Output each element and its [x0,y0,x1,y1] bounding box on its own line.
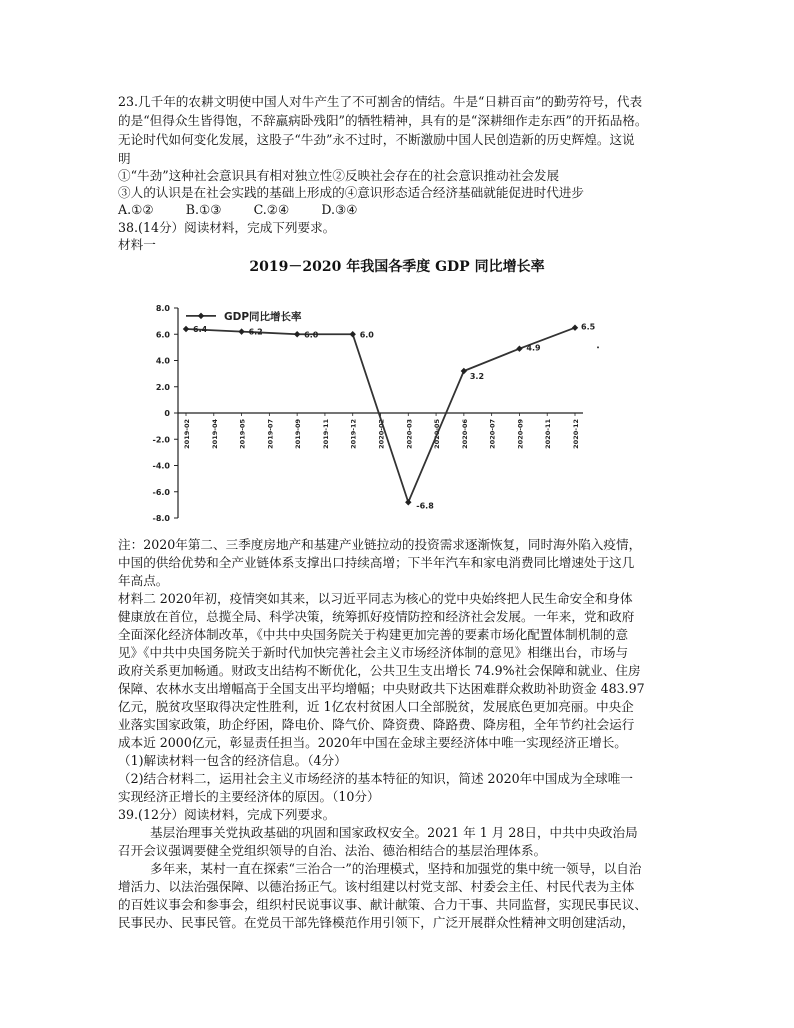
data-point [294,331,300,337]
gdp-line-chart [0,272,794,532]
material2-line-3: 全面深化经济体制改革，《中共中央国务院关于构建更加完善的要素市场化配置体制机制的意 [118,627,629,642]
y-tick-label: -2.0 [152,435,170,445]
x-tick-label: 2019-09 [294,419,303,449]
x-tick-label: 2020-09 [516,419,525,449]
material2-line-9: 成本近 2000亿元，彰显责任担当。2020年中国在金球主要经济体中唯一实现经济正增长。 [118,735,627,750]
q23-option-line-2: ③人的认识是在社会实践的基础上形成的④意识形态适合经济基础就能促进时代进步 [118,185,584,200]
data-label: 6.2 [248,327,263,337]
q39-line-2: 召开会议强调要健全党组织领导的自治、法治、德治相结合的基层治理体系。 [118,843,547,858]
q23-choices: A.①② B.①③ C.②④ D.③④ [118,202,358,217]
x-tick-label: 2019-12 [349,419,358,449]
q38-question-1: （1)解读材料一包含的经济信息。（4分） [118,753,347,768]
y-tick-label: -8.0 [152,514,170,523]
q23-line-2: 的是“但得众生皆得饱，不辞羸病卧残阳”的牺牲精神，具有的是“深耕细作走东西”的开拓品格。 [118,113,648,128]
q38-question-2-cont: 实现经济正增长的主要经济体的原因。（10分） [118,789,380,804]
material2-line-5: 政府关系更加畅通。财政支出结构不断优化，公共卫生支出增长 74.9%社会保障和就业、住房 [118,663,641,678]
data-point [516,345,522,351]
q39-line-6: 民事民办、民事民管。在党员干部先锋模范作用引领下，广泛开展群众性精神文明创建活动， [118,915,635,930]
material2-line-4: 见》《中共中央国务院关于新时代加快完善社会主义市场经济体制的意见》相继出台，市场与 [118,645,629,660]
data-point [405,499,411,505]
material2-line-2: 健康放在首位，总揽全局、科学决策，统筹抓好疫情防控和经济社会发展。一年来，党和政府 [118,609,635,624]
legend-label: GDP同比增长率 [224,310,302,323]
y-tick-label: -6.0 [152,487,170,497]
q39-line-5: 的百姓议事会和参事会，组织村民说事议事、献计献策、合力干事、共同监督，实现民事民议、 [118,897,647,912]
material2-line-6: 保障、农林水支出增幅高于全国支出平均增幅；中央财政共下达困难群众救助补助资金 483.97 [118,681,645,696]
data-point [238,328,244,334]
data-point [572,324,578,330]
data-label: 6.0 [359,330,374,340]
x-tick-label: 2019-05 [238,419,247,449]
data-label: 4.9 [526,343,541,353]
x-tick-label: 2019-02 [183,419,191,449]
q39-line-4: 增活力、以法治强保障、以德治扬正气。该村组建以村党支部、村委会主任、村民代表为主体 [118,879,635,894]
chart-title: 2019－2020 年我国各季度 GDP 同比增长率 [249,259,545,275]
q23-line-4: 明 [118,151,131,166]
y-tick-label: 6.0 [155,330,170,340]
y-tick-label: 4.0 [155,356,170,366]
q38-question-2: （2)结合材料二，运用社会主义市场经济的基本特征的知识，简述 2020年中国成为全球唯一 [118,771,633,786]
data-point [183,326,189,332]
x-tick-label: 2020-06 [460,419,469,449]
q38-header: 38.(14分）阅读材料，完成下列要求。 [118,220,336,235]
material2-line-1: 材料二 2020年初，疫情突如其来，以习近平同志为核心的党中央始终把人民生命安全和身体 [118,591,633,606]
material1-label: 材料一 [118,237,156,252]
x-tick-label: 2020-03 [405,419,414,449]
x-tick-label: 2020-02 [377,419,386,449]
data-label: 6.4 [193,325,208,334]
y-tick-label: 2.0 [155,382,170,392]
data-label: 6.0 [304,330,319,340]
x-tick-label: 2020-07 [488,418,497,449]
q39-line-3: 多年来，某村一直在探索“三治合一”的治理模式，坚持和加强党的集中统一领导，以自治 [150,861,642,876]
x-tick-label: 2019-07 [266,419,275,449]
data-label: 6.5 [581,322,596,332]
y-tick-label: -4.0 [152,461,170,471]
data-label: 3.2 [469,372,485,381]
note-line-3: 年高点。 [118,573,169,588]
y-tick-label: 0 [164,409,170,418]
x-tick-label: 2020-11 [544,419,553,449]
q39-line-1: 基层治理事关党执政基础的巩固和国家政权安全。2021 年 1 月 28日，中共中央政治局 [150,825,638,840]
legend-marker [198,313,204,319]
x-tick-label: 2020-05 [433,419,442,449]
x-tick-label: 2019-04 [210,419,219,449]
q23-line-1: 23.几千年的农耕文明使中国人对牛产生了不可割舍的情结。牛是“日耕百亩”的勤劳符号，代表 [118,94,643,109]
q39-header: 39.(12分）阅读材料，完成下列要求。 [118,807,336,822]
x-tick-label: 2020-12 [572,419,580,449]
note-line-2: 中国的供给优势和全产业链体系支撑出口持续高增；下半年汽车和家电消费同比增速处于这几 [118,555,635,570]
stray-dot [597,346,599,348]
q23-line-3: 无论时代如何变化发展，这股子“牛劲”永不过时，不断激励中国人民创造新的历史辉煌。这说 [118,132,635,147]
data-label: -6.8 [416,501,434,511]
x-tick-label: 2019-11 [321,419,330,449]
data-point [350,331,356,337]
material2-line-8: 业落实国家政策，助企纾困，降电价、降气价、降资费、降路费、降房租，全年节约社会运行 [118,717,635,732]
note-line-1: 注：2020年第二、三季度房地产和基建产业链拉动的投资需求逐渐恢复，同时海外陷入疫情， [118,537,642,552]
y-tick-label: 8.0 [155,304,170,313]
material2-line-7: 亿元，脱贫攻坚取得决定性胜利，近 1亿农村贫困人口全部脱贫，发展底色更加亮丽。中央企 [118,699,634,714]
data-point [461,368,467,374]
q23-option-line-1: ①“牛劲”这种社会意识具有相对独立性②反映社会存在的社会意识推动社会发展 [118,168,560,183]
